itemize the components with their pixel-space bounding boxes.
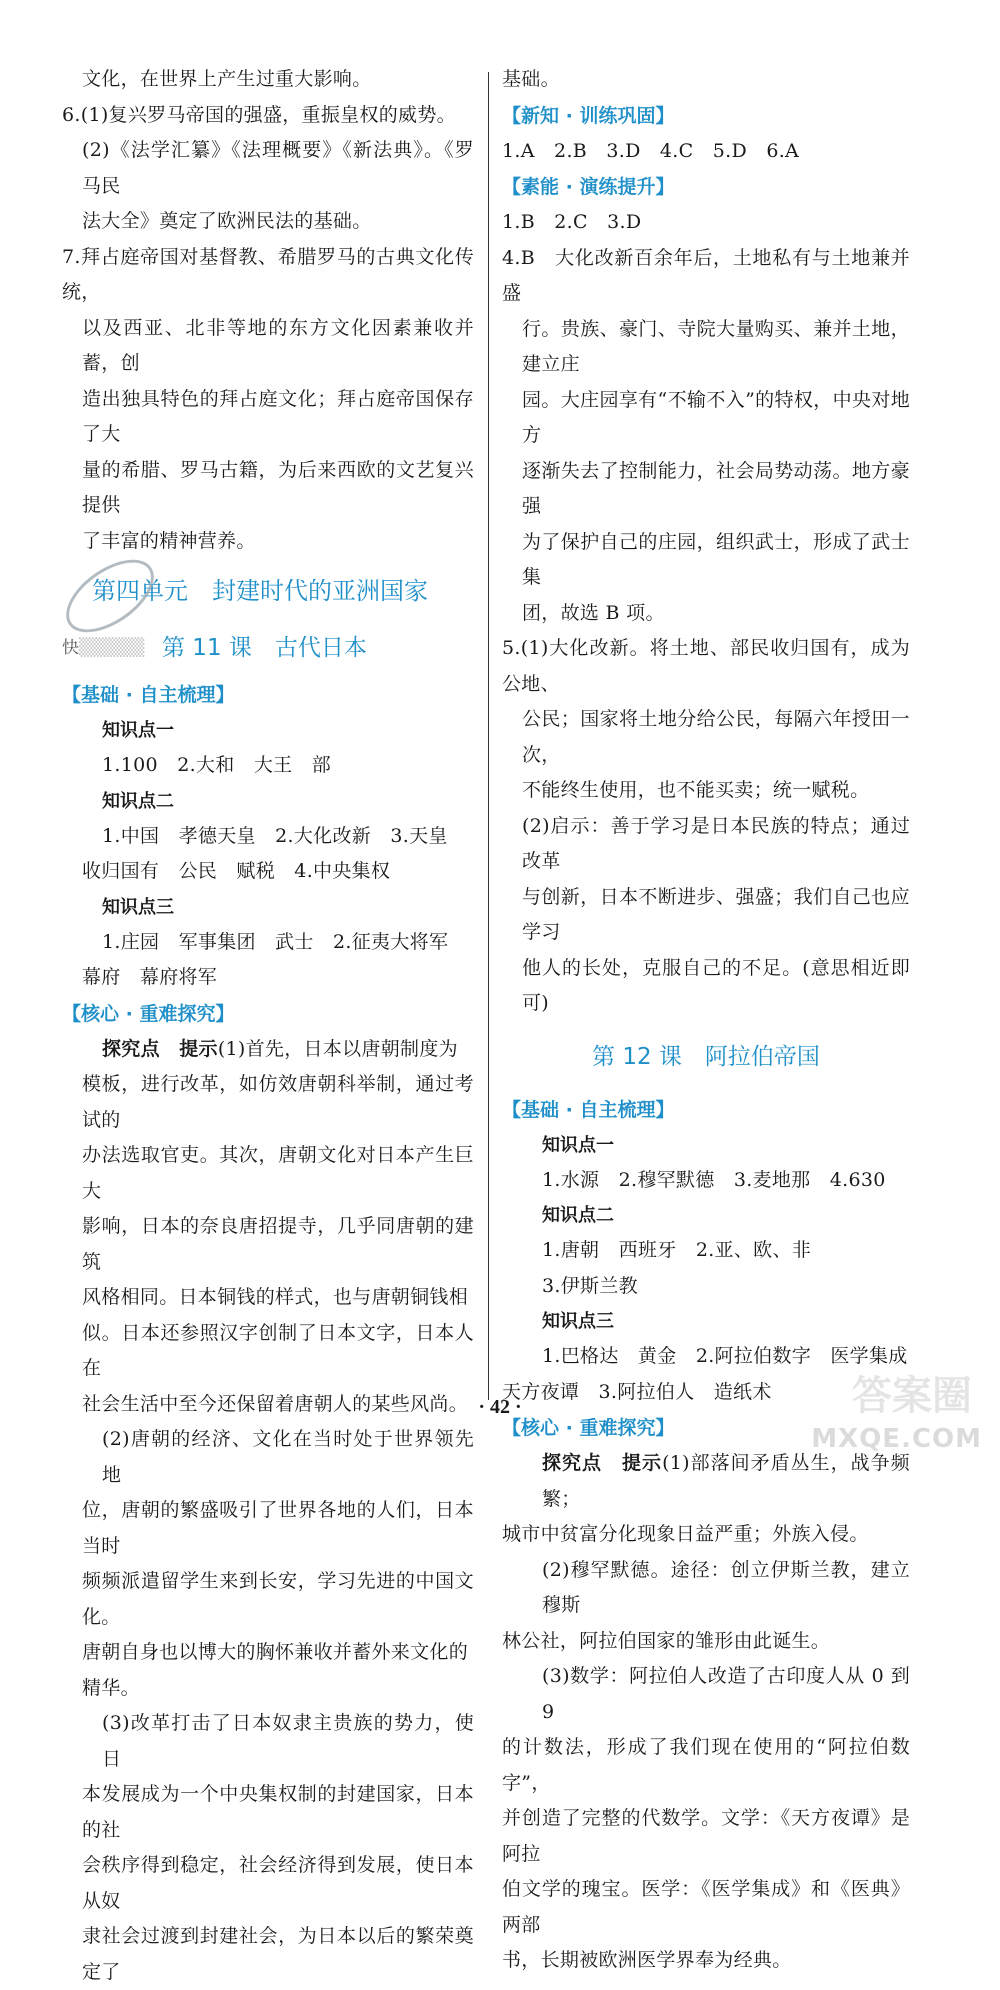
answer-5-line5: 与创新，日本不断进步、强盛；我们自己也应学习	[522, 885, 910, 943]
explore-label: 探究点 提示	[542, 1452, 663, 1474]
section-heading-basics: 【基础 · 自主梳理】	[502, 1098, 675, 1121]
answer-5-line4: (2)启示：善于学习是日本民族的特点；通过改革	[522, 814, 910, 872]
watermark-en: MXQE.COM	[811, 1424, 982, 1454]
lesson-11-title	[62, 619, 474, 677]
knowledge-point-3: 知识点三	[542, 1311, 614, 1332]
knowledge-point-2: 知识点二	[542, 1205, 614, 1226]
explore-3-line2: 的计数法，形成了我们现在使用的“阿拉伯数字”，	[502, 1736, 910, 1794]
answer-5-line2: 公民；国家将土地分给公民，每隔六年授田一次，	[522, 708, 910, 766]
lesson-title-text: 第 11 课 古代日本	[162, 635, 367, 661]
answer-7-line2: 以及西亚、北非等地的东方文化因素兼收并蓄，创	[82, 316, 474, 374]
answer-4-line3: 园。大庄园享有“不输不入”的特权，中央对地方	[522, 388, 910, 446]
answer-6-1: 6.(1)复兴罗马帝国的强盛，重振皇权的威势。	[62, 103, 456, 126]
kp1-answers: 1.水源 2.穆罕默德 3.麦地那 4.630	[542, 1168, 886, 1191]
lesson-12-title: 第 12 课 阿拉伯帝国	[592, 1043, 820, 1070]
explore-1-line2: 模板，进行改革，如仿效唐朝科举制，通过考试的	[82, 1073, 474, 1131]
kp2-answers-line1: 1.唐朝 西班牙 2.亚、欧、非	[542, 1239, 812, 1261]
explore-2-line1: (2)穆罕默德。途径：创立伊斯兰教，建立穆斯	[542, 1558, 910, 1616]
answer-5-line3: 不能终生使用，也不能买卖；统一赋税。	[522, 779, 870, 801]
kp2-answers-line1: 1.中国 孝德天皇 2.大化改新 3.天皇	[102, 824, 448, 847]
kp3-answers-line1: 1.庄园 军事集团 武士 2.征夷大将军	[102, 930, 449, 953]
answer-7-line1: 7.拜占庭帝国对基督教、希腊罗马的古典文化传统，	[62, 245, 474, 303]
answer-7-line4: 量的希腊、罗马古籍，为后来西欧的文艺复兴提供	[82, 458, 474, 516]
explore-1-line7: 社会生活中至今还保留着唐朝人的某些风尚。	[82, 1392, 469, 1415]
explore-1-line6: 似。日本还参照汉字创制了日本文字，日本人在	[82, 1321, 474, 1379]
kp2-answers-line2: 3.伊斯兰教	[542, 1274, 638, 1297]
kp3-answers-line2: 天方夜谭 3.阿拉伯人 造纸术	[502, 1380, 772, 1403]
kp2-answers-line2: 收归国有 公民 赋税 4.中央集权	[82, 860, 391, 882]
knowledge-point-1: 知识点一	[102, 720, 174, 741]
answer-4-line4: 逐渐失去了控制能力，社会局势动荡。地方豪强	[522, 459, 910, 517]
answer-6-2a: (2)《法学汇纂》《法理概要》《新法典》。《罗马民	[82, 139, 474, 197]
unit-title	[62, 563, 474, 619]
kp1-answers: 1.100 2.大和 大王 部	[102, 754, 332, 776]
text-line: 文化，在世界上产生过重大影响。	[82, 68, 372, 90]
answer-4-line6: 团，故选 B 项。	[522, 601, 665, 624]
explore-1-line2: 城市中贫富分化现象日益严重；外族入侵。	[502, 1523, 869, 1545]
answer-4-line1: 4.B 大化改新百余年后，土地私有与土地兼并盛	[502, 246, 910, 304]
page-number: · 42 ·	[478, 1396, 522, 1418]
answer-4-line5: 为了保护自己的庄园，组织武士，形成了武士集	[522, 530, 910, 588]
explore-3-line5: 书，长期被欧洲医学界奉为经典。	[502, 1949, 792, 1971]
answer-7-line5: 了丰富的精神营养。	[82, 529, 256, 552]
advanced-answers: 1.B 2.C 3.D	[502, 211, 642, 233]
explore-2-line5: 精华。	[82, 1676, 140, 1699]
unit-title-text: 第四单元 封建时代的亚洲国家	[92, 577, 428, 605]
section-heading-core: 【核心 · 重难探究】	[62, 1002, 235, 1025]
section-heading-basics: 【基础 · 自主梳理】	[62, 684, 235, 706]
answer-7-line3: 造出独具特色的拜占庭文化；拜占庭帝国保存了大	[82, 387, 474, 445]
right-column	[502, 62, 910, 1979]
answer-6-2b: 法大全》奠定了欧洲民法的基础。	[82, 210, 372, 232]
section-heading-advanced: 【素能 · 演练提升】	[502, 176, 675, 198]
explore-1-line5: 风格相同。日本铜钱的样式，也与唐朝铜钱相	[82, 1286, 469, 1308]
explore-3-line1: (3)数学：阿拉伯人改造了古印度人从 0 到 9	[542, 1665, 910, 1723]
answer-4-line2: 行。贵族、豪门、寺院大量购买、兼并土地，建立庄	[522, 317, 910, 375]
watermark-cn: 答案圈	[852, 1373, 972, 1419]
explore-3-line1: (3)改革打击了日本奴隶主贵族的势力，使日	[102, 1712, 474, 1770]
column-divider	[488, 72, 489, 1400]
faded-prefix: 快▒▒▒▒▒	[62, 638, 145, 658]
explore-line	[502, 1446, 910, 1517]
section-heading-core: 【核心 · 重难探究】	[502, 1417, 675, 1439]
kp3-answers-line1: 1.巴格达 黄金 2.阿拉伯数字 医学集成	[542, 1345, 908, 1367]
answer-5-line6: 他人的长处，克服自己的不足。(意思相近即可)	[522, 956, 910, 1014]
watermark-logo	[792, 1364, 982, 1454]
answer-5-line1: 5.(1)大化改新。将土地、部民收归国有，成为公地、	[502, 637, 910, 695]
explore-2-line2: 位，唐朝的繁盛吸引了世界各地的人们，日本当时	[82, 1499, 474, 1557]
explore-1-line3: 办法选取官吏。其次，唐朝文化对日本产生巨大	[82, 1144, 474, 1202]
section-heading-practice: 【新知 · 训练巩固】	[502, 104, 675, 127]
explore-3-line4: 伯文学的瑰宝。医学：《医学集成》和《医典》两部	[502, 1878, 910, 1936]
explore-text: (1)首先，日本以唐朝制度为	[217, 1037, 458, 1060]
explore-3-line4: 隶社会过渡到封建社会，为日本以后的繁荣奠定了	[82, 1925, 474, 1983]
knowledge-point-2: 知识点二	[102, 790, 174, 812]
explore-2-line4: 唐朝自身也以博大的胸怀兼收并蓄外来文化的	[82, 1641, 469, 1663]
knowledge-point-3: 知识点三	[102, 896, 174, 918]
explore-line	[62, 1032, 474, 1068]
left-column	[62, 62, 474, 1990]
explore-2-line1: (2)唐朝的经济、文化在当时处于世界领先地	[102, 1428, 474, 1486]
knowledge-point-1: 知识点一	[542, 1134, 614, 1156]
explore-3-line3: 会秩序得到稳定，社会经济得到发展，使日本从奴	[82, 1854, 474, 1912]
explore-label: 探究点 提示	[102, 1037, 218, 1060]
explore-text: (1)部落间矛盾丛生，战争频繁；	[542, 1452, 910, 1510]
explore-1-line4: 影响，日本的奈良唐招提寺，几乎同唐朝的建筑	[82, 1215, 474, 1273]
kp3-answers-line2: 幕府 幕府将军	[82, 966, 218, 988]
explore-2-line2: 林公社，阿拉伯国家的雏形由此诞生。	[502, 1629, 831, 1652]
explore-3-line2: 本发展成为一个中央集权制的封建国家，日本的社	[82, 1783, 474, 1841]
practice-answers: 1.A 2.B 3.D 4.C 5.D 6.A	[502, 139, 800, 162]
explore-2-line3: 频频派遣留学生来到长安，学习先进的中国文化。	[82, 1570, 474, 1628]
text-line: 基础。	[502, 68, 560, 90]
explore-3-line3: 并创造了完整的代数学。文学：《天方夜谭》是阿拉	[502, 1807, 910, 1865]
